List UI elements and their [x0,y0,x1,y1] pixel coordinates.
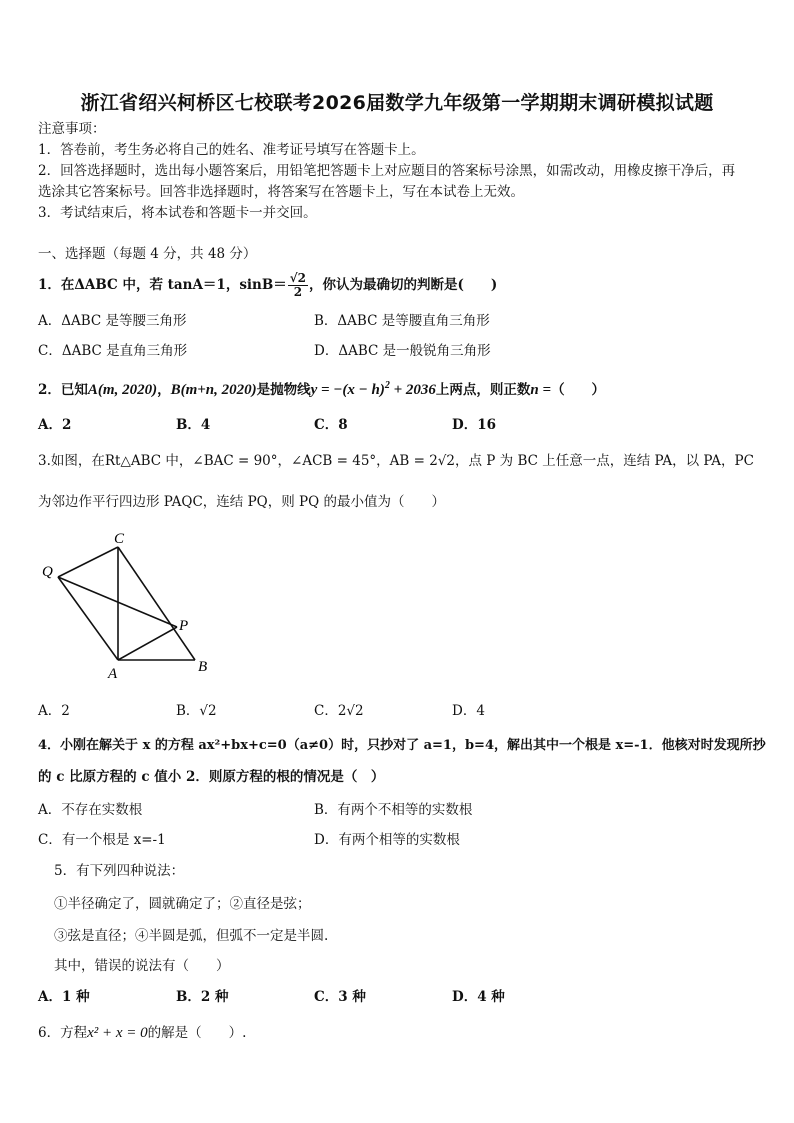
section-heading: 一、选择题（每题 4 分，共 48 分） [38,246,257,262]
line-ap [118,627,177,660]
q2-text-4: 上两点，则正数 [435,382,531,398]
q5-option-c: C．3 种 [314,989,366,1005]
line-cb [118,547,195,660]
q2-text-2: ， [157,382,171,398]
q2-text-1: 2．已知 [38,382,88,398]
q4-option-d: D．有两个相等的实数根 [314,832,460,848]
q1-prefix: 1．在ΔABC 中，若 tanA＝1，sinB＝ [38,277,287,293]
q5-line-4: 其中，错误的说法有（ ） [54,958,230,974]
q6-equation: x² + x = 0 [87,1025,148,1041]
q4-option-b: B．有两个不相等的实数根 [314,802,473,818]
q2-n: n = [530,382,552,398]
q1-option-d: D．ΔABC 是一般锐角三角形 [314,343,491,359]
q1-fraction [288,272,308,299]
q3-option-d: D．4 [452,703,485,719]
q5-line-1: 5．有下列四种说法： [54,863,185,879]
label-c: C [114,531,125,547]
q2-text-5: （ ） [551,382,606,398]
q6-prefix: 6．方程 [38,1025,88,1041]
label-q: Q [42,564,53,580]
exam-title: 浙江省绍兴柯桥区七校联考2026届数学九年级第一学期期末调研模拟试题 [80,92,714,114]
q2-option-b: B．4 [176,417,211,433]
q3-line-1: 3.如图，在Rt△ABC 中，∠BAC = 90°，∠ACB = 45°，AB = 2√2，点 P 为 BC 上任意一点，连结 PA，以 PA，PC [38,453,754,469]
q2-parabola [311,382,436,398]
q4-option-a: A．不存在实数根 [38,802,143,818]
q2-point-b: B(m+n, 2020) [170,382,257,398]
q2-parabola-exp: 2 [384,380,390,391]
q5-line-3: ③弦是直径；④半圆是弧，但弧不一定是半圆. [54,928,329,944]
notice-item-3: 3．考试结束后，将本试卷和答题卡一并交回。 [38,205,317,221]
q6-suffix: 的解是（ ）. [147,1025,247,1041]
q3-figure [30,530,230,685]
q1-option-c: C．ΔABC 是直角三角形 [38,343,188,359]
q2-parabola-const: + 2036 [389,382,436,398]
q1-frac-den: 2 [293,285,303,299]
label-a: A [108,666,118,682]
question-6 [38,1024,246,1042]
q2-point-a: A(m, 2020) [87,382,158,398]
question-1 [38,272,497,299]
q4-option-c: C．有一个根是 x=-1 [38,832,166,848]
q4-line-1: 4．小刚在解关于 x 的方程 ax²+bx+c=0（a≠0）时，只抄对了 a=1，b=4，解出其中一个根是 x=-1．他核对时发现所抄 [38,738,766,753]
q3-option-b: B．√2 [176,703,217,719]
q2-option-d: D．16 [452,417,496,433]
q5-option-a: A．1 种 [38,989,90,1005]
notice-heading: 注意事项： [38,121,106,137]
q5-option-d: D．4 种 [452,989,505,1005]
q1-option-a: A．ΔABC 是等腰三角形 [38,313,187,329]
notice-item-1: 1．答卷前，考生务必将自己的姓名、准考证号填写在答题卡上。 [38,142,425,158]
question-2 [38,377,605,399]
q5-option-b: B．2 种 [176,989,229,1005]
q5-line-2: ①半径确定了，圆就确定了；②直径是弦； [54,896,311,912]
q3-line-2: 为邻边作平行四边形 PAQC，连结 PQ，则 PQ 的最小值为（ ） [38,494,445,510]
q2-option-a: A．2 [38,417,72,433]
label-p: P [179,618,189,634]
line-qc [58,547,118,577]
label-b: B [198,659,208,675]
q2-parabola-main: y = −(x − h) [310,382,385,398]
q1-frac-num: √2 [289,271,307,285]
q3-option-c: C．2√2 [314,703,364,719]
q1-suffix: ，你认为最确切的判断是( ) [309,277,498,293]
notice-item-2-cont: 选涂其它答案标号。回答非选择题时，将答案写在答题卡上，写在本试卷上无效。 [38,184,524,200]
q3-option-a: A．2 [38,703,70,719]
q4-line-2: 的 c 比原方程的 c 值小 2．则原方程的根的情况是（ ） [38,769,385,785]
q2-text-3: 是抛物线 [256,382,311,398]
notice-item-2: 2．回答选择题时，选出每小题答案后，用铅笔把答题卡上对应题目的答案标号涂黑，如需改动，用橡皮擦干净后，再 [38,163,736,179]
q1-option-b: B．ΔABC 是等腰直角三角形 [314,313,490,329]
q2-option-c: C．8 [314,417,348,433]
